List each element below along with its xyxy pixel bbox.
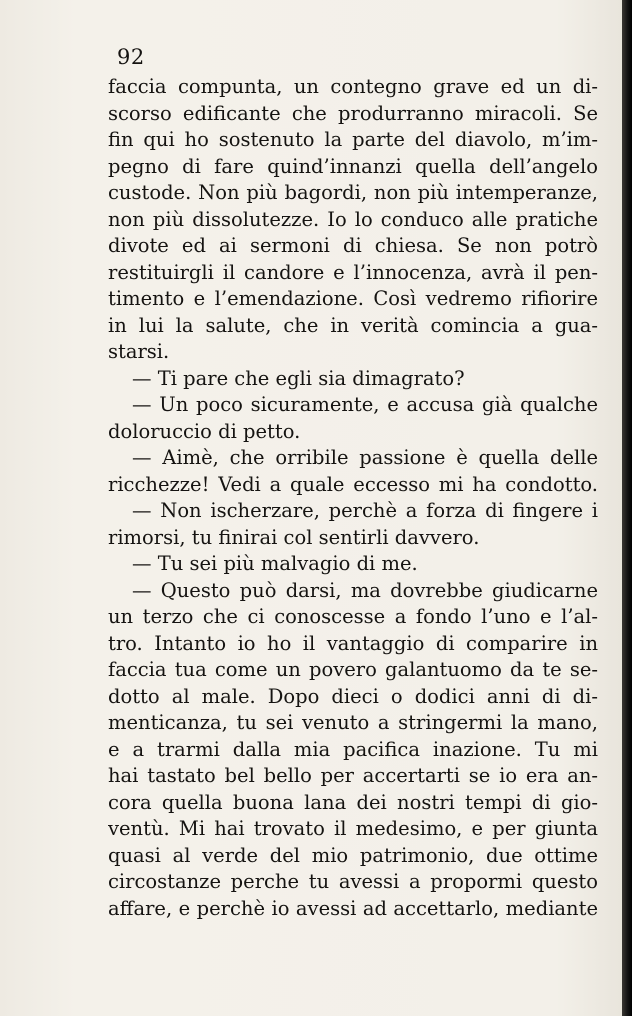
text-line: custode. Non più bagordi, non più intemperanze,: [108, 181, 598, 204]
text-line: scorso edificante che produrranno miracoli. Se: [108, 101, 598, 125]
text-line: fin qui ho sostenuto la parte del diavolo, m’im-: [108, 128, 598, 151]
text-line: starsi.: [108, 340, 170, 363]
text-line: ricchezze! Vedi a quale eccesso mi ha condotto.: [108, 472, 598, 496]
text-line: — Aimè, che orribile passione è quella delle: [132, 446, 598, 469]
text-line: affare, e perchè io avessi ad accettarlo, mediante: [108, 896, 598, 920]
text-line: — Tu sei più malvagio di me.: [132, 552, 418, 575]
text-line: un terzo che ci conoscesse a fondo l’uno e l’al-: [108, 605, 598, 628]
text-line: in lui la salute, che in verità comincia a gua-: [108, 313, 598, 337]
text-line: quasi al verde del mio patrimonio, due ottime: [108, 843, 598, 867]
text-line: cora quella buona lana dei nostri tempi di gio-: [108, 790, 598, 814]
body-text: [108, 74, 598, 920]
text-line: pegno di fare quind’innanzi quella dell’angelo: [108, 154, 598, 178]
text-line: circostanze perche tu avessi a propormi questo: [108, 870, 598, 893]
page-number: 92: [117, 45, 145, 69]
text-line: — Questo può darsi, ma dovrebbe giudicarne: [132, 578, 598, 602]
text-line: non più dissolutezze. Io lo conduco alle pratiche: [108, 207, 598, 231]
text-line: faccia compunta, un contegno grave ed un di-: [108, 75, 598, 98]
text-line: hai tastato bel bello per accertarti se io era an-: [108, 764, 598, 787]
text-line: — Un poco sicuramente, e accusa già qualche: [132, 393, 598, 416]
text-line: dotto al male. Dopo dieci o dodici anni di di-: [108, 684, 598, 708]
text-line: — Ti pare che egli sia dimagrato?: [132, 366, 465, 390]
text-line: rimorsi, tu finirai col sentirli davvero.: [108, 525, 480, 549]
text-line: tro. Intanto io ho il vantaggio di comparire in: [108, 631, 598, 655]
text-line: ventù. Mi hai trovato il medesimo, e per giunta: [108, 817, 598, 840]
text-line: doloruccio di petto.: [108, 419, 301, 443]
text-line: — Non ischerzare, perchè a forza di fingere i: [132, 499, 598, 522]
text-line: faccia tua come un povero galantuomo da te se-: [108, 658, 598, 681]
text-line: divote ed ai sermoni di chiesa. Se non potrò: [108, 234, 598, 257]
text-line: menticanza, tu sei venuto a stringermi la mano,: [108, 711, 598, 734]
text-line: e a trarmi dalla mia pacifica inazione. Tu mi: [108, 737, 598, 761]
page-binding-edge: [622, 0, 632, 1016]
text-line: restituirgli il candore e l’innocenza, avrà il pen-: [108, 260, 598, 284]
text-line: timento e l’emendazione. Così vedremo rifiorire: [108, 287, 598, 310]
